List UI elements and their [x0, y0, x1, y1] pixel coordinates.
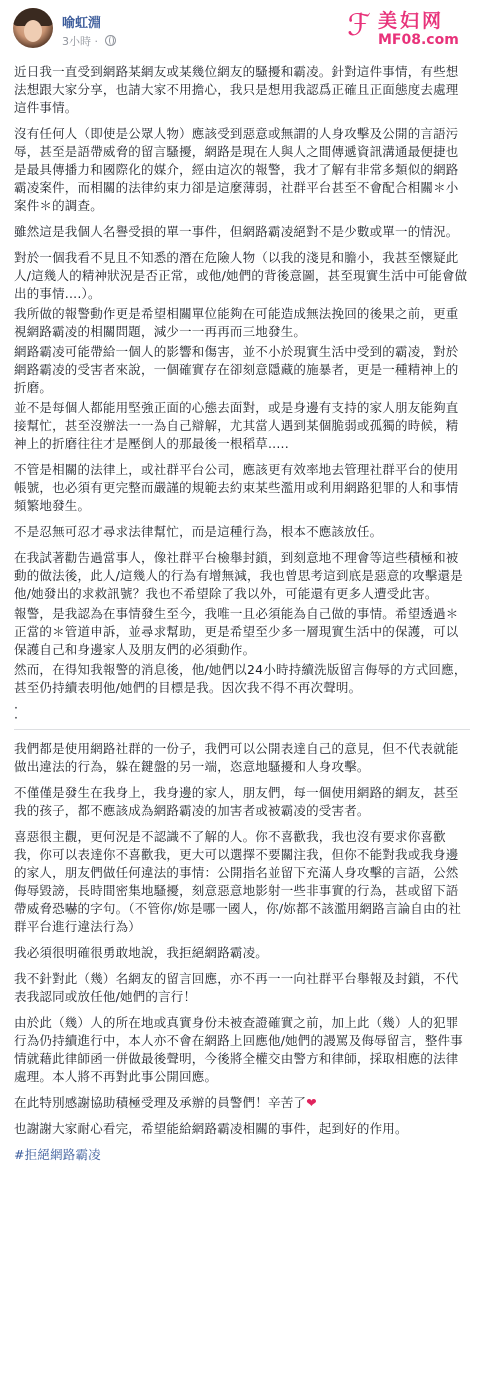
- post-body: [14, 63, 470, 1172]
- author-name-link[interactable]: 喻虹淵: [62, 16, 102, 31]
- watermark-url: MF08.com: [378, 32, 459, 48]
- heart-icon: ❤: [306, 1095, 317, 1110]
- avatar-face: [24, 20, 42, 42]
- watermark-logo-icon: ℱ: [347, 8, 371, 43]
- post-paragraph: 我所做的報警動作更是希望相關單位能夠在可能造成無法挽回的後果之前，更重視網路霸凌的相關問題，減少一一再再而三地發生。: [14, 306, 459, 339]
- meta-separator: ·: [94, 35, 98, 48]
- thanks-text: 在此特別感謝協助積極受理及承辦的員警們！辛苦了: [14, 1095, 307, 1110]
- post-paragraph: 我必須很明確很勇敢地說，我拒絕網路霸凌。: [14, 945, 269, 960]
- dots-divider: · ·: [14, 700, 19, 725]
- post-paragraph: 並不是每個人都能用堅強正面的心態去面對，或是身邊有支持的家人朋友能夠直接幫忙，甚至沒辦法一一為自己辯解，尤其當人遇到某個脆弱或孤獨的時候，精神上的折磨往往才是壓倒人的那最後一根稻草.....: [14, 400, 459, 451]
- watermark-site-name: 美妇网: [378, 10, 445, 32]
- post-header: [0, 0, 480, 62]
- post-paragraph: 然而，在得知我報警的消息後，他/她們以24小時持續洗版留言侮辱的方式回應，甚至仍持續表明他/她們的目標是我。因次我不得不再次聲明。: [14, 662, 467, 695]
- post-paragraph: 由於此（幾）人的所在地或真實身份未被查證確實之前，加上此（幾）人的犯罪行為仍持續進行中，本人亦不會在網路上回應他/她們的謾罵及侮辱留言，整件事情就藉此律師函一併做最後聲明，今後將全權交由警方和律師，採取相應的法律處理。本人將不再對此事公開回應。: [14, 1015, 463, 1084]
- post-meta: [62, 33, 116, 49]
- post-paragraph: 在我試著勸告過當事人，像社群平台檢舉封鎖，到刻意地不理會等這些積極和被動的做法後，此人/這幾人的行為有增無減，我也曾思考這到底是惡意的攻擊還是他/她發出的求救訊號？我也不希望除了我以外，可能還有更多人遭受此害。: [14, 550, 463, 601]
- post-paragraph: 也謝謝大家耐心看完，希望能給網路霸凌相關的事件，起到好的作用。: [14, 1121, 408, 1136]
- post-paragraph: 不管是相關的法律上，或社群平台公司，應該更有效率地去管理社群平台的使用帳號，也必須有更完整而嚴謹的規範去約束某些濫用或利用網路犯罪的人和事情頻繁地發生。: [14, 462, 459, 513]
- post-paragraph: 我不針對此（幾）名網友的留言回應，亦不再一一向社群平台舉報及封鎖，不代表我認同或放任他/她們的言行！: [14, 971, 459, 1004]
- post-paragraph: 對於一個我看不見且不知悉的潛在危險人物（以我的淺見和膽小，我甚至懷疑此人/這幾人的精神狀況是否正常，或他/她們的背後意圖，甚至現實生活中可能會做出的事情....）。: [14, 250, 468, 301]
- post-paragraph: 不僅僅是發生在我身上，我身邊的家人，朋友們，每一個使用網路的網友，甚至我的孩子，都不應該成為網路霸凌的加害者或被霸凌的受害者。: [14, 785, 459, 818]
- thanks-paragraph: [14, 1094, 470, 1112]
- post-paragraph: 報警，是我認為在事情發生至今，我唯一且必須能為自己做的事情。希望透過＊正當的＊管道申訴，並尋求幫助，更是希望至少多一層現實生活中的保護，可以保護自己和身邊家人及朋友們的必須動作。: [14, 606, 459, 657]
- hashtag-paragraph: [14, 1146, 470, 1164]
- post-paragraph: 網路霸凌可能帶給一個人的影響和傷害，並不小於現實生活中受到的霸凌，對於網路霸凌的受害者來說，一個確實存在卻刻意隱藏的施暴者，更是一種精神上的折磨。: [14, 344, 459, 395]
- globe-icon[interactable]: [105, 35, 116, 46]
- avatar[interactable]: [13, 8, 53, 48]
- post-paragraph: 我們都是使用網路社群的一份子，我們可以公開表達自己的意見，但不代表就能做出違法的行為，躲在鍵盤的另一端，恣意地騷擾和人身攻擊。: [14, 741, 459, 774]
- post-paragraph: 沒有任何人（即使是公眾人物）應該受到惡意或無謂的人身攻擊及公開的言語污辱，甚至是語帶威脅的留言騷擾，網路是現在人與人之間傳遞資訊溝通最便捷也是最具傳播力和國際化的媒介，經由這次的報警，我才了解有非常多類似的網路霸凌案件，而相關的法律約束力卻是這麼薄弱，社群平台甚至不會配合相關＊小案件＊的調查。: [14, 126, 459, 213]
- post-paragraph: 雖然這是我個人名譽受損的單一事件，但網路霸凌絕對不是少數或單一的情況。: [14, 224, 459, 239]
- section-divider: [14, 729, 470, 730]
- post-time-link[interactable]: 3小時: [62, 35, 91, 48]
- post-paragraph: 喜惡很主觀，更何況是不認識不了解的人。你不喜歡我，我也沒有要求你喜歡我，你可以表達你不喜歡我，更大可以選擇不要關注我，但你不能對我或我身邊的家人，朋友們做任何違法的事情：公開指名並留下充滿人身攻擊的言語，公然侮辱毀謗，長時間密集地騷擾，刻意惡意地影射一些非事實的行為，甚或留下語帶威脅恐嚇的字句。（不管你/妳是哪一國人，你/妳都不該濫用網路言論自由的社群平台進行違法行為）: [14, 829, 462, 934]
- post-paragraph: 不是忍無可忍才尋求法律幫忙，而是這種行為，根本不應該放任。: [14, 524, 383, 539]
- watermark: [344, 4, 474, 50]
- post-paragraph: 近日我一直受到網路某網友或某幾位網友的騷擾和霸凌。針對這件事情，有些想法想跟大家分享，也請大家不用擔心，我只是想用我認爲正確且正面態度去處理這件事情。: [14, 64, 459, 115]
- hashtag-link[interactable]: #拒絕網路霸凌: [14, 1147, 101, 1162]
